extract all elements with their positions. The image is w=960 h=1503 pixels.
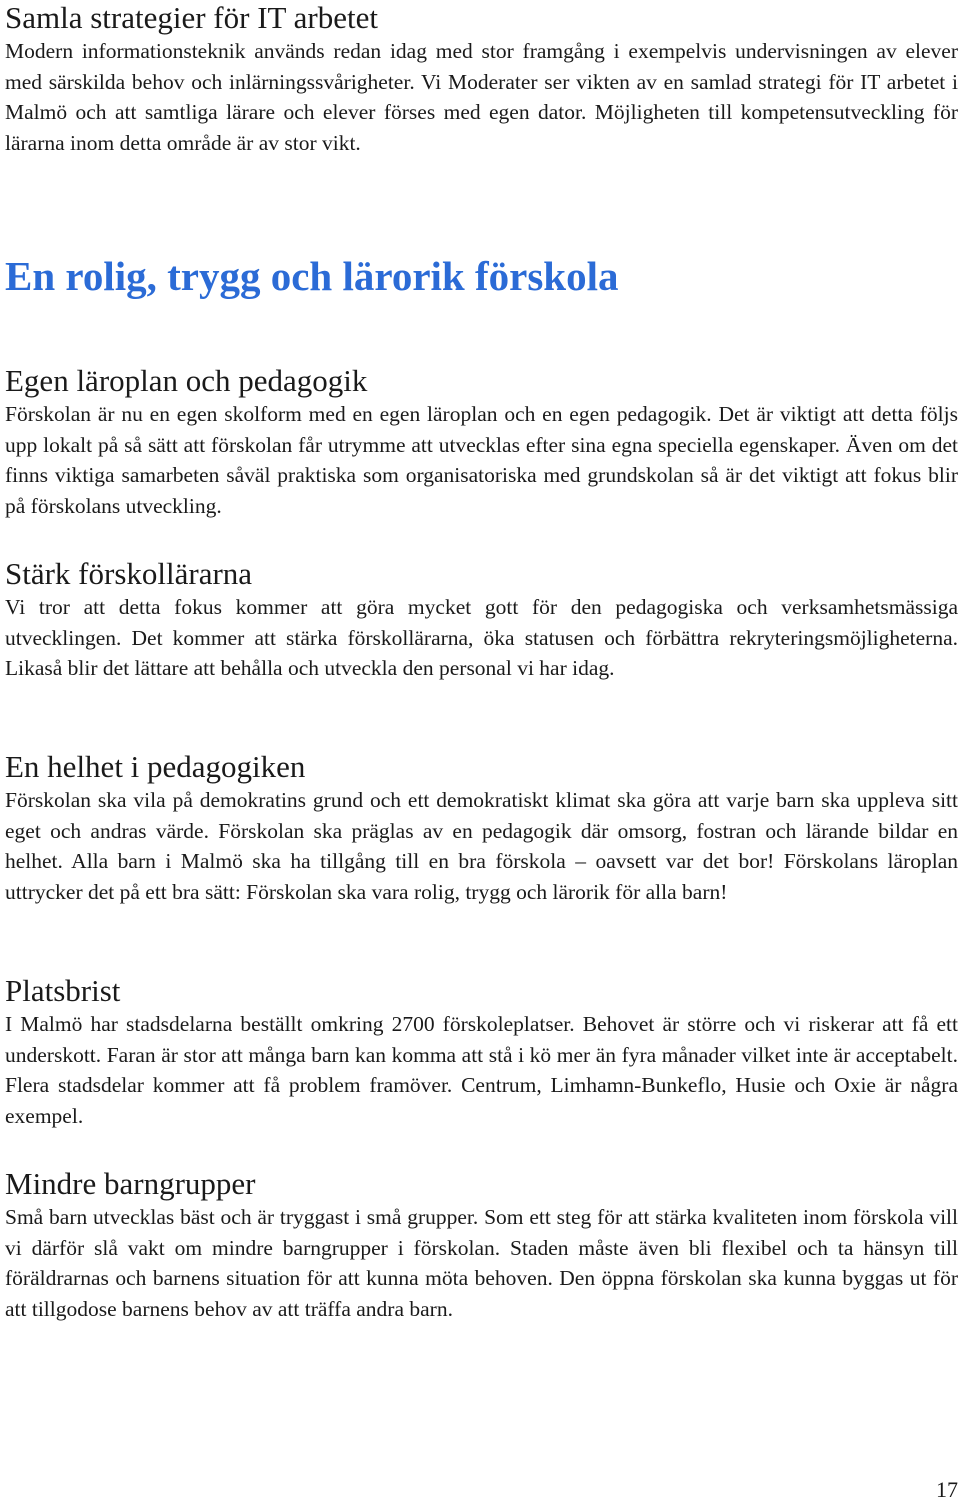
section-curriculum (5, 363, 958, 521)
section-heading: Platsbrist (5, 973, 121, 1008)
chapter-title-block (5, 252, 958, 300)
section-heading: Samla strategier för IT arbetet (5, 0, 378, 35)
section-heading: En helhet i pedagogiken (5, 749, 306, 784)
section-it-strategy (5, 0, 958, 158)
section-paragraph: Vi tror att detta fokus kommer att göra mycket gott för den pedagogiska och verksamhetsmässiga utvecklingen. Det kommer att stärka förskollärarna, öka statusen och förbättra rekryteringsmöjligheterna. Likaså blir det lättare att behålla och utveckla den personal vi har idag. (5, 595, 958, 681)
section-small-groups (5, 1166, 958, 1324)
section-heading: Egen läroplan och pedagogik (5, 363, 368, 398)
section-shortage (5, 973, 958, 1131)
section-paragraph: Modern informationsteknik används redan idag med stor framgång i exempelvis undervisningen av elever med särskilda behov och inlärningssvårigheter. Vi Moderater ser vikten av en samlad strategi för IT arbetet i Malmö och att samtliga lärare och elever förses med egen dator. Möjligheten till kompetensutveckling för lärarna inom detta område är av stor vikt. (5, 39, 958, 155)
section-paragraph: Förskolan ska vila på demokratins grund och ett demokratiskt klimat ska göra att varje barn ska uppleva sitt eget och andras värde. Förskolan ska präglas av en pedagogik där omsorg, fostran och lärande bildar en helhet. Alla barn i Malmö ska ha tillgång till en bra förskola – oavsett var det bor! Förskolans läroplan uttrycker det på ett bra sätt: Förskolan ska vara rolig, trygg och lärorik för alla barn! (5, 788, 958, 904)
section-pedagogy (5, 749, 958, 907)
section-teachers (5, 556, 958, 684)
chapter-title: En rolig, trygg och lärorik förskola (5, 253, 619, 299)
page-number: 17 (936, 1477, 958, 1502)
section-paragraph: Förskolan är nu en egen skolform med en egen läroplan och en egen pedagogik. Det är viktigt att detta följs upp lokalt på så sätt att förskolan får utrymme att utvecklas efter sina egna speciella egenskaper. Även om det finns viktiga samarbeten såväl praktiska som organisatoriska med grundskolan så är det viktigt att fokus blir på förskolans utveckling. (5, 402, 958, 518)
section-heading: Mindre barngrupper (5, 1166, 256, 1201)
section-paragraph: I Malmö har stadsdelarna beställt omkring 2700 förskoleplatser. Behovet är större och vi riskerar att få ett underskott. Faran är stor att många barn kan komma att stå i kö mer än fyra månader vilket inte är acceptabelt. Flera stadsdelar kommer att få problem framöver. Centrum, Limhamn-Bunkeflo, Husie och Oxie är några exempel. (5, 1012, 958, 1128)
section-paragraph: Små barn utvecklas bäst och är tryggast i små grupper. Som ett steg för att stärka kvaliteten inom förskola vill vi därför slå vakt om mindre barngrupper i förskolan. Staden måste även bli flexibel och ta hänsyn till föräldrarnas och barnens situation för att kunna möta behoven. Den öppna förskolan ska kunna byggas ut för att tillgodose barnens behov av att träffa andra barn. (5, 1205, 958, 1321)
section-heading: Stärk förskollärarna (5, 556, 253, 591)
